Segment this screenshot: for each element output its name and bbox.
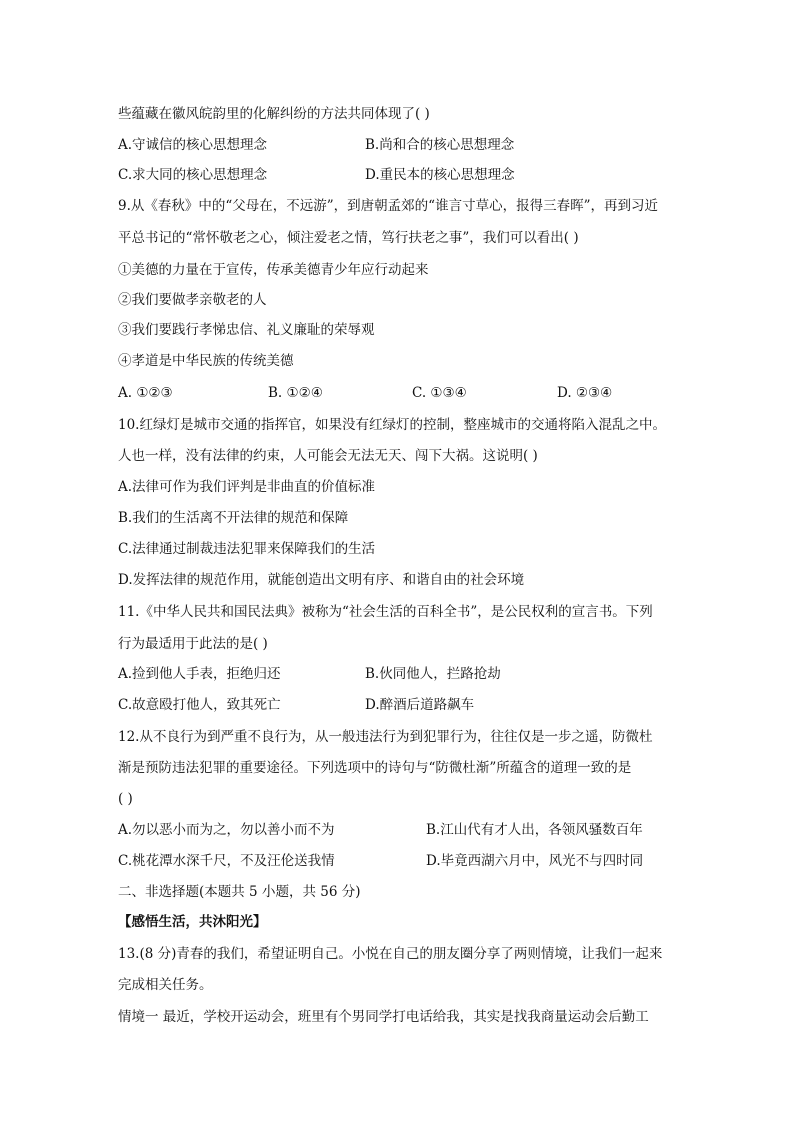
q10-option-c: C.法律通过制裁违法犯罪来保障我们的生活 xyxy=(118,541,376,557)
q9-option-b: B. ①②④ xyxy=(268,385,323,401)
q11-option-c: C.故意殴打他人，致其死亡 xyxy=(118,697,281,713)
section-subheading: 【感悟生活，共沐阳光】 xyxy=(118,914,267,930)
q10-option-b: B.我们的生活离不开法律的规范和保障 xyxy=(118,510,349,526)
q12-stem-line3: ( ) xyxy=(118,791,133,807)
q9-option-a: A. ①②③ xyxy=(118,385,173,401)
q12-option-b: B.江山代有才人出，各领风骚数百年 xyxy=(426,822,643,838)
q9-statement-1: ①美德的力量在于宣传，传承美德青少年应行动起来 xyxy=(118,262,429,278)
q10-option-d: D.发挥法律的规范作用，就能创造出文明有序、和谐自由的社会环境 xyxy=(118,572,525,588)
q10-option-a: A.法律可作为我们评判是非曲直的价值标准 xyxy=(118,479,376,495)
q12-stem-line1: 12.从不良行为到严重不良行为，从一般违法行为到犯罪行为，往往仅是一步之遥，防微杜 xyxy=(118,729,653,745)
q13-scenario-line: 情境一 最近，学校开运动会，班里有个男同学打电话给我，其实是找我商量运动会后勤工 xyxy=(118,1009,649,1025)
q8-stem-tail: 些蕴藏在徽风皖韵里的化解纠纷的方法共同体现了( ) xyxy=(118,106,430,122)
q10-stem-line1: 10.红绿灯是城市交通的指挥官，如果没有红绿灯的控制，整座城市的交通将陷入混乱之中。 xyxy=(118,417,666,433)
q13-stem-line1: 13.(8 分)青春的我们，希望证明自己。小悦在自己的朋友圈分享了两则情境，让我们一起来 xyxy=(118,946,663,962)
q12-option-c: C.桃花潭水深千尺，不及汪伦送我情 xyxy=(118,853,335,869)
q9-option-c: C. ①③④ xyxy=(412,385,467,401)
q9-statement-4: ④孝道是中华民族的传统美德 xyxy=(118,353,294,369)
q12-stem-line2: 渐是预防违法犯罪的重要途径。下列选项中的诗句与“防微杜渐”所蕴含的道理一致的是 xyxy=(118,760,632,776)
section-heading: 二、非选择题(本题共 5 小题，共 56 分) xyxy=(118,884,361,900)
q11-option-d: D.醉酒后道路飙车 xyxy=(365,697,475,713)
q11-stem-line2: 行为最适用于此法的是( ) xyxy=(118,636,268,652)
q12-option-a: A.勿以恶小而为之，勿以善小而不为 xyxy=(118,822,335,838)
q10-stem-line2: 人也一样，没有法律的约束，人可能会无法无天、闯下大祸。这说明( ) xyxy=(118,448,538,464)
q9-stem-line1: 9.从《春秋》中的“父母在，不远游”，到唐朝孟郊的“谁言寸草心，报得三春晖”，再到习近 xyxy=(118,198,658,214)
q12-option-d: D.毕竟西湖六月中，风光不与四时同 xyxy=(426,853,644,869)
q9-option-d: D. ②③④ xyxy=(557,385,613,401)
q8-option-c: C.求大同的核心思想理念 xyxy=(118,167,268,183)
q8-option-d: D.重民本的核心思想理念 xyxy=(365,167,515,183)
q11-option-a: A.捡到他人手表，拒绝归还 xyxy=(118,666,281,682)
q9-stem-line2: 平总书记的“常怀敬老之心，倾注爱老之情，笃行扶老之事”，我们可以看出( ) xyxy=(118,230,579,246)
q13-stem-line2: 完成相关任务。 xyxy=(118,977,213,993)
q9-statement-3: ③我们要践行孝悌忠信、礼义廉耻的荣辱观 xyxy=(118,322,375,338)
q9-statement-2: ②我们要做孝亲敬老的人 xyxy=(118,292,267,308)
q8-option-b: B.尚和合的核心思想理念 xyxy=(365,137,515,153)
q11-stem-line1: 11.《中华人民共和国民法典》被称为“社会生活的百科全书”，是公民权利的宣言书。下列 xyxy=(118,604,653,620)
q8-option-a: A.守诚信的核心思想理念 xyxy=(118,137,268,153)
q11-option-b: B.伙同他人，拦路抢劫 xyxy=(365,666,501,682)
